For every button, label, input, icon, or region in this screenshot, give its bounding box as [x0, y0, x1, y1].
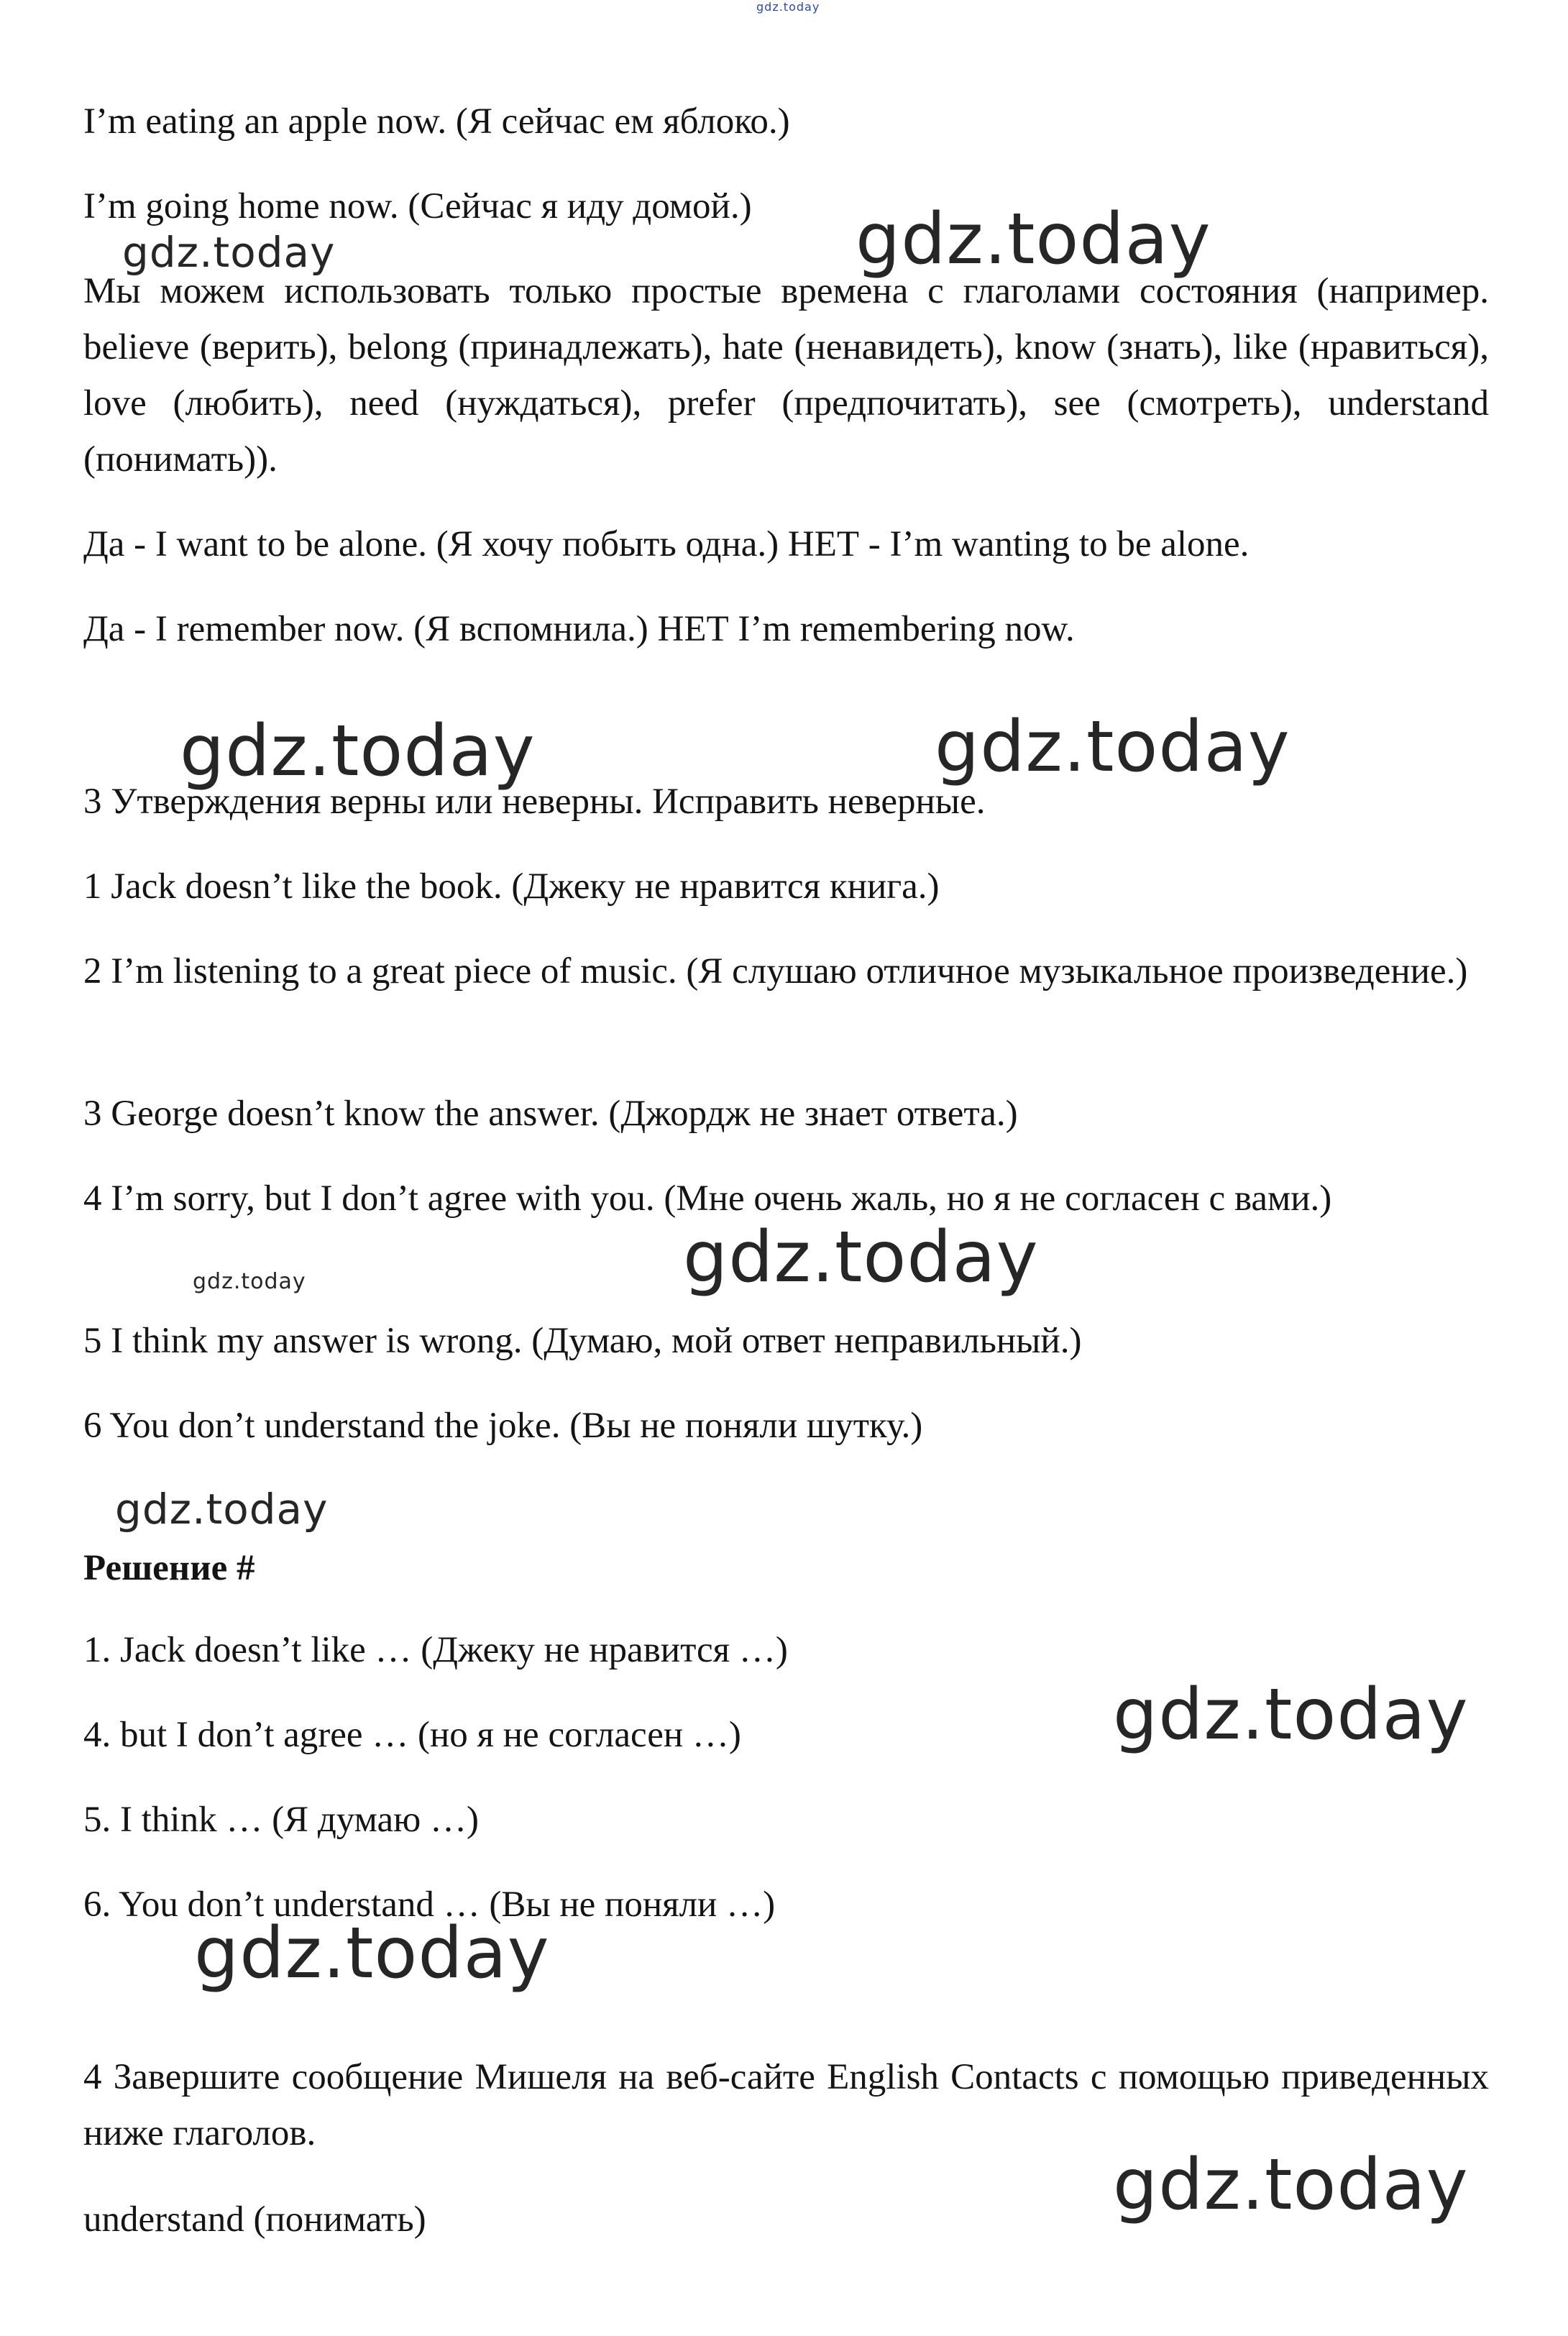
solution-title: Решение #	[83, 1548, 255, 1588]
exercise-3-item-4: 4 I’m sorry, but I don’t agree with you. (Мне очень жаль, но я не согласен с вами.)	[83, 1178, 1332, 1219]
exercise-3-item-5: 5 I think my answer is wrong. (Думаю, мой ответ неправильный.)	[83, 1321, 1082, 1361]
solution-item-6: 6. You don’t understand … (Вы не поняли …)	[83, 1884, 776, 1925]
exercise-3-item-6: 6 You don’t understand the joke. (Вы не поняли шутку.)	[83, 1406, 923, 1446]
watermark: gdz.today	[1113, 2144, 1469, 2226]
watermark: gdz.today	[193, 1269, 306, 1294]
watermark: gdz.today	[194, 1913, 550, 1994]
solution-item-1: 1. Jack doesn’t like … (Джеку не нравится …)	[83, 1630, 788, 1670]
exercise-3-item-1: 1 Jack doesn’t like the book. (Джеку не нравится книга.)	[83, 866, 940, 907]
solution-item-4: 4. but I don’t agree … (но я не согласен …)	[83, 1715, 741, 1755]
watermark: gdz.today	[1113, 1674, 1469, 1756]
exercise-3-item-3: 3 George doesn’t know the answer. (Джордж не знает ответа.)	[83, 1094, 1018, 1134]
exercise-3-item-2: 2 I’m listening to a great piece of music. (Я слушаю отличное музыкальное произведение.)	[83, 951, 1468, 991]
header-watermark: gdz.today	[756, 0, 820, 14]
watermark: gdz.today	[935, 706, 1290, 788]
state-verbs-paragraph: Мы можем использовать только простые времена с глаголами состояния (например. believe (верить), belong (принадлежать), hate (ненавидеть), know (знать), like (нравиться), love (любить), need (нуждаться), prefer (предпочитать), see (смотреть), understand (понимать)).	[83, 271, 1489, 480]
exercise-3-title: 3 Утверждения верны или неверны. Исправить неверные.	[83, 782, 986, 822]
exercise-4-word: understand (понимать)	[83, 2199, 426, 2240]
exercise-4-title: 4 Завершите сообщение Мишеля на веб-сайте English Contacts с помощью приведенных ниже глаголов.	[83, 2057, 1489, 2153]
example-line-1: I’m eating an apple now. (Я сейчас ем яблоко.)	[83, 101, 790, 142]
example-want: Да - I want to be alone. (Я хочу побыть одна.) НЕТ - I’m wanting to be alone.	[83, 524, 1250, 564]
watermark: gdz.today	[122, 228, 336, 277]
watermark: gdz.today	[115, 1485, 329, 1534]
watermark: gdz.today	[180, 710, 536, 792]
watermark: gdz.today	[856, 198, 1211, 280]
solution-item-5: 5. I think … (Я думаю …)	[83, 1800, 479, 1840]
example-remember: Да - I remember now. (Я вспомнила.) НЕТ I’m remembering now.	[83, 609, 1075, 649]
watermark: gdz.today	[683, 1217, 1039, 1298]
example-line-2: I’m going home now. (Сейчас я иду домой.)	[83, 186, 752, 226]
